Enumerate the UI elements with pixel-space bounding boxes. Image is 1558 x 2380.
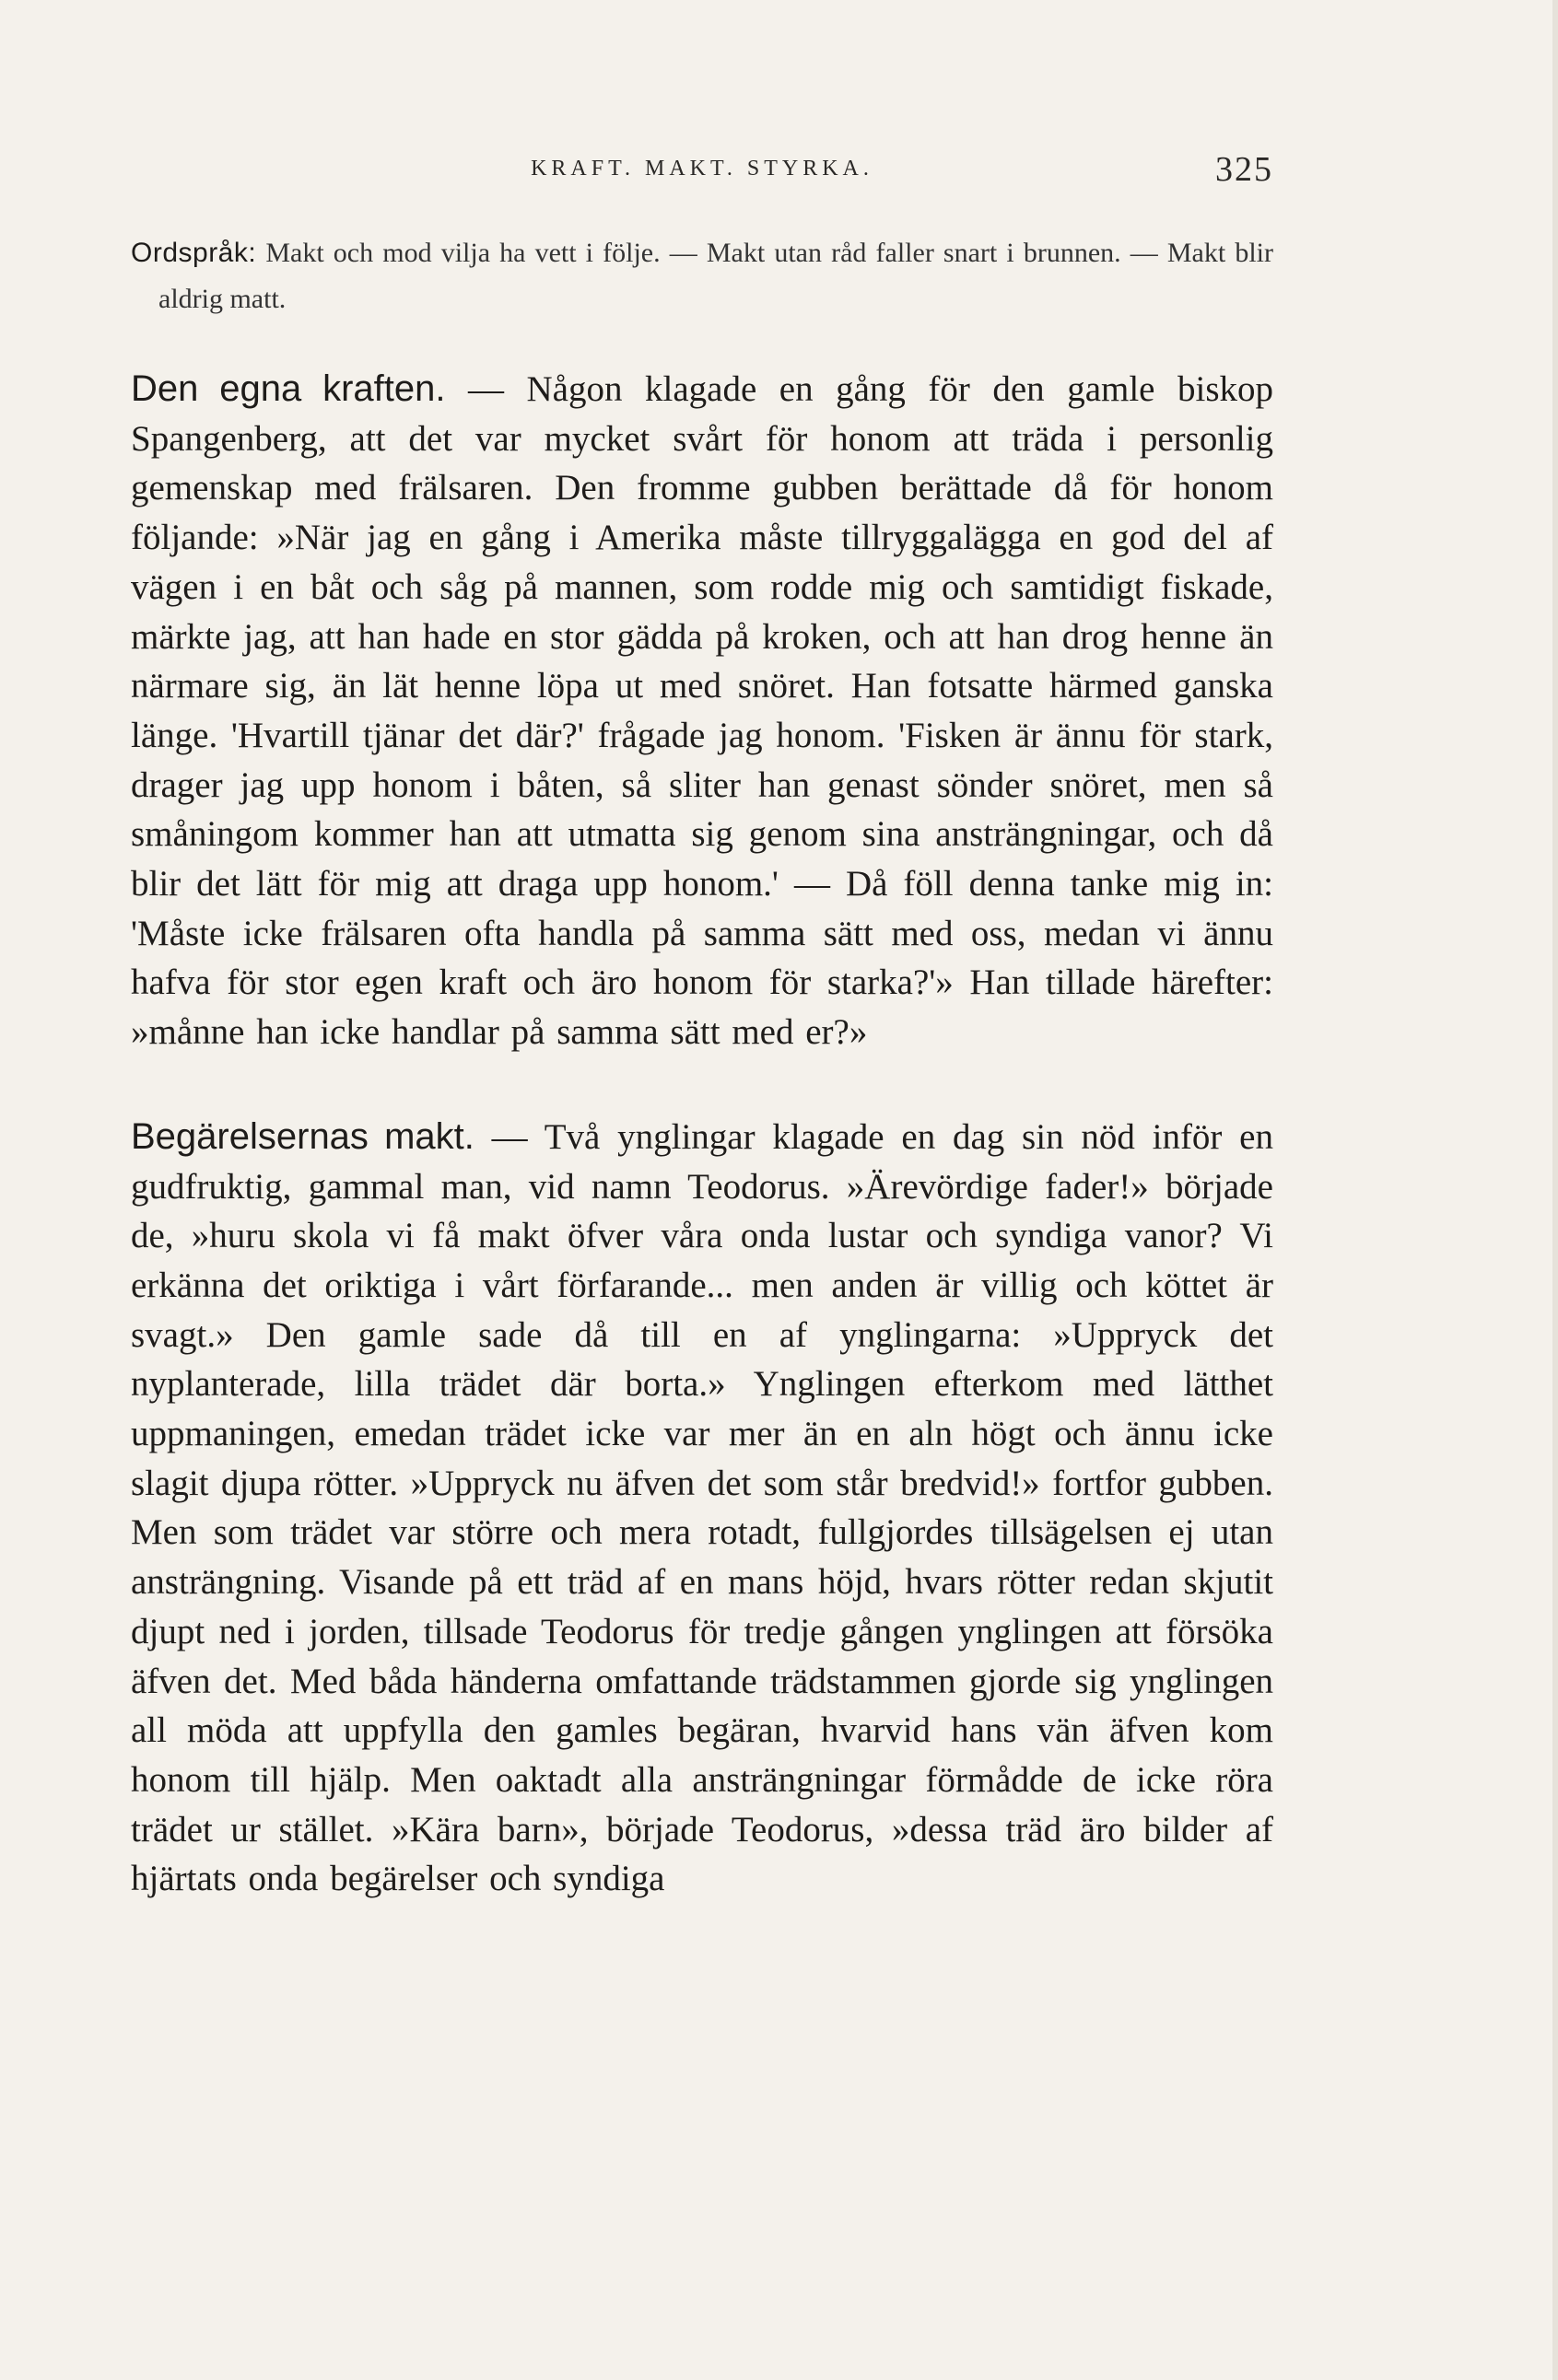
page-edge	[1552, 0, 1558, 2380]
proverbs-paragraph	[131, 230, 1273, 322]
section-begarelsernas-makt	[131, 1113, 1273, 1904]
section-heading: Begärelsernas makt.	[131, 1115, 474, 1157]
page-header	[131, 147, 1273, 203]
proverbs-text: Makt och mod vilja ha vett i följe. — Makt utan råd faller snart i brunnen. — Makt blir aldrig matt.	[158, 238, 1273, 314]
running-head: KRAFT. MAKT. STYRKA.	[531, 157, 873, 181]
section-heading: Den egna kraften.	[131, 368, 446, 409]
page-content	[131, 147, 1273, 1904]
page-number: 325	[1215, 150, 1273, 189]
section-body: — Någon klagade en gång för den gamle biskop Spangenberg, att det var mycket svårt för honom att träda i personlig gemenskap med frälsaren. Den fromme gubben berättade då för honom följande: »När jag en gång i Amerika måste tillryggalägga en god del af vägen i en båt och såg på mannen, som rodde mig och samtidigt fiskade, märkte jag, att han hade en stor gädda på kroken, och att han drog henne än närmare sig, än lät henne löpa ut med snöret. Han fotsatte härmed ganska länge. 'Hvartill tjänar det där?' frågade jag honom. 'Fisken är ännu för stark, drager jag upp honom i båten, så sliter han genast sönder snöret, men så småningom kommer han att utmatta sig genom sina ansträngningar, och då blir det lätt för mig att draga upp honom.' — Då föll denna tanke mig in: 'Måste icke frälsaren ofta handla på samma sätt med oss, medan vi ännu hafva för stor egen kraft och äro honom för starka?'» Han tillade härefter: »månne han icke handlar på samma sätt med er?»	[131, 369, 1273, 1053]
section-den-egna-kraften	[131, 365, 1273, 1057]
proverbs-label: Ordspråk:	[131, 238, 257, 268]
section-body: — Två ynglingar klagade en dag sin nöd inför en gudfruktig, gammal man, vid namn Teodorus. »Ärevördige fader!» började de, »huru skola vi få makt öfver våra onda lustar och syndiga vanor? Vi erkänna det oriktiga i vårt förfarande... men anden är villig och köttet är svagt.» Den gamle sade då till en af ynglingarna: »Uppryck det nyplanterade, lilla trädet där borta.» Ynglingen efterkom med lätthet uppmaningen, emedan trädet icke var mer än en aln högt och ännu icke slagit djupa rötter. »Uppryck nu äfven det som står bredvid!» fortfor gubben. Men som trädet var större och mera rotadt, fullgjordes tillsägelsen ej utan ansträngning. Visande på ett träd af en mans höjd, hvars rötter redan skjutit djupt ned i jorden, tillsade Teodorus för tredje gången ynglingen att försöka äfven det. Med båda händerna omfattande trädstammen gjorde sig ynglingen all möda att uppfylla den gamles begäran, hvarvid hans vän äfven kom honom till hjälp. Men oaktadt alla ansträngningar förmådde de icke röra trädet ur stället. »Kära barn», började Teodorus, »dessa träd äro bilder af hjärtats onda begärelser och syndiga	[131, 1116, 1273, 1899]
